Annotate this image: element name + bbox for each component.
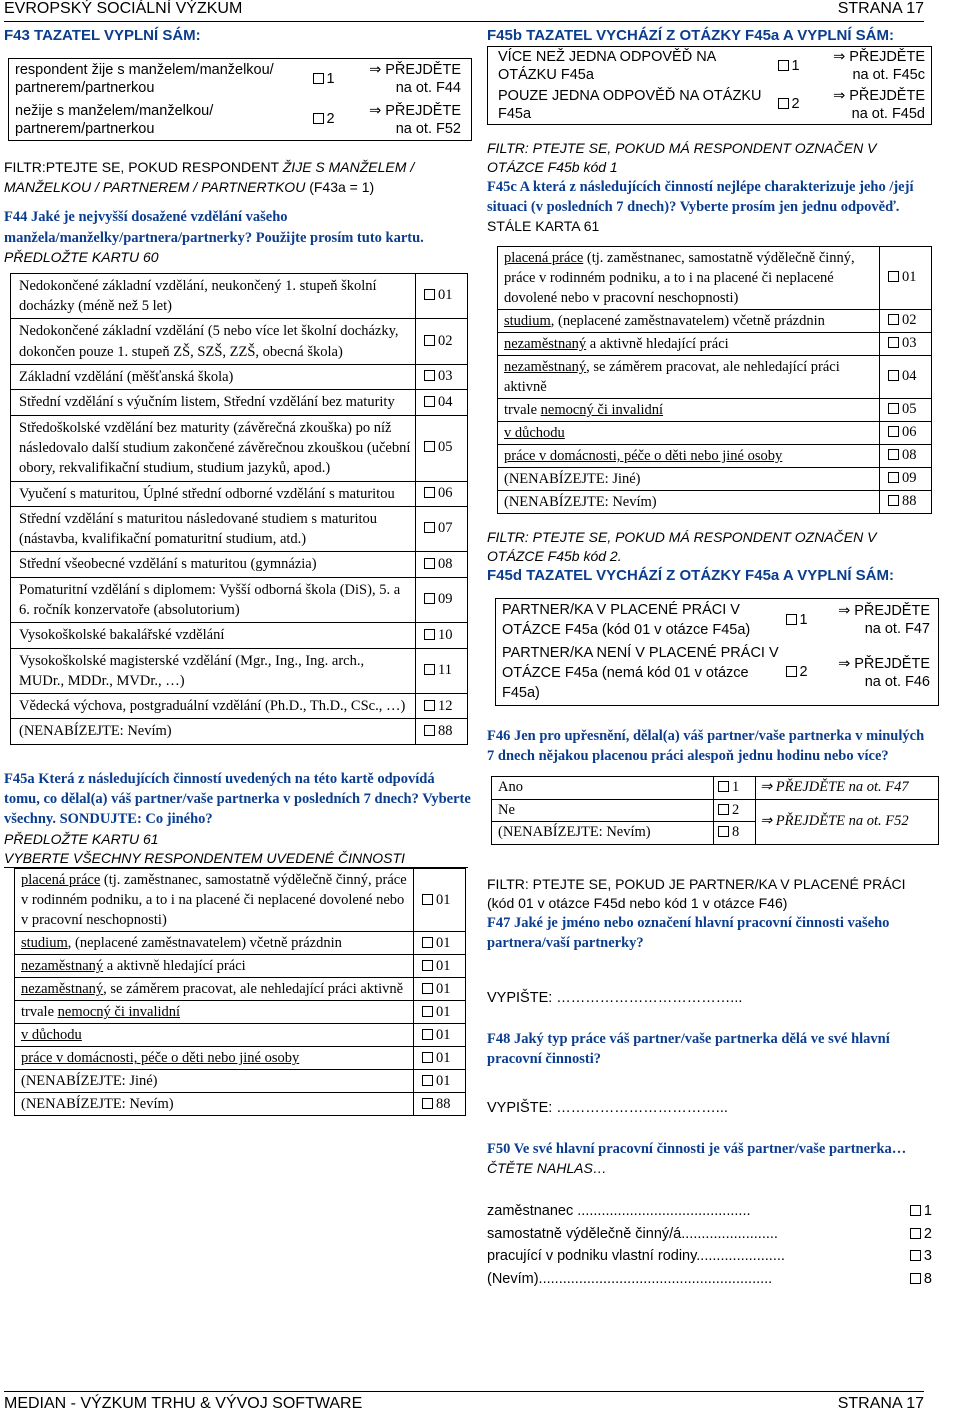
code-value: 8 bbox=[923, 1270, 932, 1287]
option-row bbox=[498, 356, 932, 399]
checkbox-icon bbox=[424, 629, 435, 640]
option-row bbox=[15, 1047, 466, 1070]
option-label bbox=[15, 978, 414, 1001]
f45b-row bbox=[488, 86, 932, 125]
option-row bbox=[11, 365, 468, 390]
code-value: 07 bbox=[438, 520, 453, 537]
checkbox-icon bbox=[424, 441, 435, 452]
option-code[interactable] bbox=[416, 390, 468, 415]
f44-card: PŘEDLOŽTE KARTU 60 bbox=[4, 248, 159, 265]
option-row bbox=[15, 1070, 466, 1093]
option-code[interactable] bbox=[416, 506, 468, 552]
f47-write-field[interactable]: VYPIŠTE: ………………………………... bbox=[487, 990, 743, 1007]
f45b-table bbox=[487, 46, 932, 125]
f45c-question: F45c A která z následujících činností nejlépe charakterizuje jeho /její situaci (v posledních 7 dnech)? Vyberte prosím jen jednu odpověď. bbox=[487, 178, 914, 215]
option-label: Vysokoškolské magisterské vzdělání (Mgr., Ing., Ing. arch., MUDr., MDDr., MVDr., …) bbox=[11, 648, 416, 694]
checkbox-icon bbox=[718, 781, 729, 792]
option-label bbox=[498, 247, 880, 310]
f45d-label: PARTNER/KA V PLACENÉ PRÁCI V OTÁZCE F45a (kód 01 v otázce F45a) bbox=[502, 602, 751, 639]
option-row bbox=[498, 422, 932, 445]
f50-option-code[interactable] bbox=[906, 1245, 932, 1267]
option-row bbox=[15, 1024, 466, 1047]
option-label bbox=[15, 955, 414, 978]
option-row bbox=[498, 310, 932, 333]
f45a-question: F45a Která z následujících činností uvedených na této kartě odpovídá tomu, co dělal(a) váš partner/vaše partnerka v posledních 7 dnech? Vyberte všechny. SONDUJTE: Co jiného? bbox=[4, 770, 471, 828]
option-code[interactable] bbox=[414, 1024, 466, 1047]
f43-title: F43 TAZATEL VYPLNÍ SÁM: bbox=[4, 27, 201, 44]
f48-write-field[interactable]: VYPIŠTE: ……………………………... bbox=[487, 1100, 728, 1117]
code-value: 01 bbox=[436, 934, 451, 951]
option-code[interactable] bbox=[414, 955, 466, 978]
option-row bbox=[498, 247, 932, 310]
code-value: 03 bbox=[438, 368, 453, 385]
f45b-row bbox=[488, 47, 932, 86]
f50-option[interactable] bbox=[487, 1245, 932, 1267]
option-keyword: placená práce bbox=[21, 872, 101, 889]
option-row bbox=[11, 552, 468, 577]
option-code[interactable] bbox=[880, 468, 932, 491]
option-text: , se záměrem pracovat, ale nehledající práci aktivně bbox=[504, 359, 840, 396]
option-row bbox=[11, 506, 468, 552]
f46-code[interactable]: 8 bbox=[714, 822, 756, 845]
footer-page-number: STRANA 17 bbox=[837, 1394, 924, 1412]
checkbox-icon bbox=[424, 664, 435, 675]
option-text: (NENABÍZEJTE: Jiné) bbox=[21, 1073, 158, 1090]
code-value: 08 bbox=[902, 447, 917, 464]
code-value: 05 bbox=[438, 439, 453, 456]
f50-option-code[interactable] bbox=[906, 1223, 932, 1245]
option-label bbox=[498, 310, 880, 333]
survey-title: EVROPSKÝ SOCIÁLNÍ VÝZKUM bbox=[4, 0, 243, 18]
option-keyword: nezaměstnaný bbox=[504, 359, 587, 376]
option-text: (tj. zaměstnanec, samostatně výdělečně činný, práce v rodinném podniku, a to i na placené či neplacené dovolené nebo v pracovní neschopnosti) bbox=[21, 872, 407, 929]
option-code[interactable] bbox=[880, 399, 932, 422]
option-keyword: nezaměstnaný bbox=[21, 958, 104, 975]
option-code[interactable] bbox=[416, 481, 468, 506]
checkbox-icon bbox=[888, 472, 899, 483]
option-label: Střední všeobecné vzdělání s maturitou (gymnázia) bbox=[11, 552, 416, 577]
checkbox-icon bbox=[424, 487, 435, 498]
option-label bbox=[15, 1070, 414, 1093]
f43-code[interactable]: 1 bbox=[301, 59, 353, 100]
option-text: , (neplacené zaměstnavatelem) včetně prázdnin bbox=[67, 935, 342, 952]
page-header bbox=[4, 0, 924, 22]
option-row bbox=[15, 955, 466, 978]
checkbox-icon bbox=[422, 937, 433, 948]
checkbox-icon bbox=[422, 1052, 433, 1063]
f45d-code[interactable]: 2 bbox=[786, 642, 836, 705]
option-row bbox=[15, 932, 466, 955]
option-code[interactable] bbox=[880, 445, 932, 468]
code-value: 04 bbox=[438, 393, 453, 410]
option-keyword: nezaměstnaný bbox=[504, 336, 587, 353]
f44-options bbox=[10, 273, 468, 745]
f45d-code[interactable]: 1 bbox=[786, 599, 836, 642]
option-keyword: nemocný či invalidní bbox=[540, 402, 664, 419]
option-keyword: nemocný či invalidní bbox=[57, 1004, 181, 1021]
f46-label: Ne bbox=[492, 799, 714, 822]
checkbox-icon bbox=[424, 725, 435, 736]
option-code[interactable] bbox=[880, 247, 932, 310]
f46-label: (NENABÍZEJTE: Nevím) bbox=[492, 822, 714, 845]
f46-table bbox=[491, 776, 939, 845]
checkbox-icon bbox=[888, 337, 899, 348]
f45d-goto: ⇒ PŘEJDĚTE na ot. F46 bbox=[838, 655, 930, 691]
option-label: Vědecká výchova, postgraduální vzdělání (Ph.D., Th.D., CSc., …) bbox=[11, 694, 416, 719]
f45d-row bbox=[496, 599, 939, 642]
code-value: 2 bbox=[923, 1225, 932, 1242]
option-row bbox=[498, 491, 932, 514]
option-text: a aktivně hledající práci bbox=[586, 336, 729, 353]
option-row bbox=[11, 319, 468, 365]
f43-goto: ⇒ PŘEJDĚTE na ot. F44 bbox=[369, 62, 461, 97]
code-value: 3 bbox=[923, 1248, 932, 1265]
checkbox-icon bbox=[424, 289, 435, 300]
checkbox-icon bbox=[422, 894, 433, 905]
f45b-code[interactable]: 1 bbox=[778, 47, 828, 86]
option-label bbox=[498, 399, 880, 422]
option-code[interactable] bbox=[414, 978, 466, 1001]
f45d-row bbox=[496, 642, 939, 705]
code-value: 04 bbox=[902, 368, 917, 385]
option-keyword: studium bbox=[21, 935, 68, 952]
option-row bbox=[15, 1001, 466, 1024]
code-value: 88 bbox=[902, 493, 917, 510]
f45b-goto: ⇒ PŘEJDĚTE na ot. F45c bbox=[833, 49, 925, 84]
f50-option-code[interactable] bbox=[906, 1200, 932, 1222]
option-label bbox=[15, 1047, 414, 1070]
code-value: 09 bbox=[438, 591, 453, 608]
option-label bbox=[498, 422, 880, 445]
checkbox-icon bbox=[888, 426, 899, 437]
f46-goto: ⇒ PŘEJDĚTE na ot. F47 bbox=[756, 777, 939, 800]
option-row bbox=[498, 399, 932, 422]
code-value: 01 bbox=[436, 1072, 451, 1089]
option-text: a aktivně hledající práci bbox=[103, 958, 246, 975]
checkbox-icon bbox=[786, 666, 797, 677]
option-keyword: studium bbox=[504, 313, 551, 330]
f45a-card: PŘEDLOŽTE KARTU 61 bbox=[4, 830, 159, 847]
f45d-table bbox=[495, 598, 939, 705]
f45b-title: F45b TAZATEL VYCHÁZÍ Z OTÁZKY F45a A VYPLNÍ SÁM: bbox=[487, 27, 894, 44]
f43-goto: ⇒ PŘEJDĚTE na ot. F52 bbox=[369, 102, 461, 137]
f50-option-code[interactable] bbox=[906, 1268, 932, 1290]
checkbox-icon bbox=[888, 403, 899, 414]
option-code[interactable] bbox=[416, 719, 468, 744]
code-value: 01 bbox=[436, 891, 451, 908]
option-prefix: trvale bbox=[504, 402, 541, 419]
code-value: 01 bbox=[436, 1003, 451, 1020]
option-text: (tj. zaměstnanec, samostatně výdělečně činný, práce v rodinném podniku, a to i na placené či neplacené dovolené nebo v pracovní neschopnosti) bbox=[504, 250, 855, 307]
option-code[interactable] bbox=[416, 552, 468, 577]
f47-question: F47 Jaké je jméno nebo označení hlavní pracovní činnosti vašeho partnera/vaší partnerky? bbox=[487, 914, 890, 951]
f50-option-label: (Nevím).......................................................... bbox=[487, 1270, 773, 1287]
code-value: 12 bbox=[438, 697, 453, 714]
checkbox-icon bbox=[422, 1006, 433, 1017]
f45c-options bbox=[497, 246, 932, 514]
code-value: 10 bbox=[438, 626, 453, 643]
option-code[interactable] bbox=[414, 869, 466, 932]
option-label: Střední vzdělání s výučním listem, Střední vzdělání bez maturity bbox=[11, 390, 416, 415]
f46-label: Ano bbox=[492, 777, 714, 800]
f45b-label: POUZE JEDNA ODPOVĚĎ NA OTÁZKU F45a bbox=[498, 87, 762, 122]
f46-goto: ⇒ PŘEJDĚTE na ot. F52 bbox=[756, 799, 939, 844]
option-code[interactable] bbox=[880, 333, 932, 356]
f44-question: F44 Jaké je nejvyšší dosažené vzdělání vašeho manžela/manželky/partnera/partnerky? Použijte prosím tuto kartu. bbox=[4, 209, 424, 246]
checkbox-icon bbox=[910, 1228, 921, 1239]
f50-option[interactable] bbox=[487, 1268, 932, 1290]
option-row bbox=[11, 623, 468, 648]
option-label: Střední vzdělání s maturitou následované studiem s maturitou (nástavba, kvalifikační pomaturitní studium, atd.) bbox=[11, 506, 416, 552]
right-column bbox=[487, 26, 935, 1290]
checkbox-icon bbox=[888, 449, 899, 460]
checkbox-icon bbox=[718, 804, 729, 815]
code-value: 1 bbox=[923, 1203, 932, 1220]
f46-code[interactable]: 1 bbox=[714, 777, 756, 800]
option-row bbox=[11, 481, 468, 506]
checkbox-icon bbox=[888, 370, 899, 381]
code-value: 09 bbox=[902, 470, 917, 487]
option-label bbox=[498, 491, 880, 514]
checkbox-icon bbox=[910, 1250, 921, 1261]
checkbox-icon bbox=[778, 98, 789, 109]
option-row bbox=[15, 978, 466, 1001]
checkbox-icon bbox=[422, 1029, 433, 1040]
option-label bbox=[498, 356, 880, 399]
f50-option[interactable] bbox=[487, 1200, 932, 1222]
option-label bbox=[15, 1093, 414, 1116]
option-code[interactable] bbox=[416, 648, 468, 694]
option-text: , (neplacené zaměstnavatelem) včetně prázdnin bbox=[550, 313, 825, 330]
option-keyword: v důchodu bbox=[504, 425, 565, 442]
f45b-label: VÍCE NEŽ JEDNA ODPOVĚĎ NA OTÁZKU F45a bbox=[498, 49, 716, 84]
option-label: Vyučení s maturitou, Úplné střední odborné vzdělání s maturitou bbox=[11, 481, 416, 506]
code-value: 01 bbox=[436, 980, 451, 997]
option-code[interactable] bbox=[416, 694, 468, 719]
f50-question: F50 Ve své hlavní pracovní činnosti je váš partner/vaše partnerka… bbox=[487, 1140, 907, 1157]
option-label: Vysokoškolské bakalářské vzdělání bbox=[11, 623, 416, 648]
option-keyword: v důchodu bbox=[21, 1027, 82, 1044]
checkbox-icon bbox=[422, 983, 433, 994]
code-value: 01 bbox=[902, 269, 917, 286]
option-code[interactable] bbox=[880, 310, 932, 333]
option-code[interactable] bbox=[414, 1047, 466, 1070]
f43-code[interactable]: 2 bbox=[301, 100, 353, 141]
option-label bbox=[498, 333, 880, 356]
option-code[interactable] bbox=[880, 491, 932, 514]
checkbox-icon bbox=[424, 335, 435, 346]
option-prefix: trvale bbox=[21, 1004, 58, 1021]
option-label: Pomaturitní vzdělání s diplomem: Vyšší odborná škola (DiS), 5. a 6. ročník konzervatoře (absolutorium) bbox=[11, 577, 416, 623]
option-code[interactable] bbox=[416, 273, 468, 319]
checkbox-icon bbox=[422, 1098, 433, 1109]
option-code[interactable] bbox=[416, 623, 468, 648]
f50-option[interactable] bbox=[487, 1223, 932, 1245]
f43-label: respondent žije s manželem/manželkou/ partnerem/partnerkou bbox=[15, 62, 274, 97]
option-row bbox=[498, 445, 932, 468]
checkbox-icon bbox=[313, 73, 324, 84]
code-value: 08 bbox=[438, 555, 453, 572]
option-row bbox=[11, 415, 468, 481]
option-row bbox=[15, 1093, 466, 1116]
option-label bbox=[15, 1001, 414, 1024]
f43-row bbox=[9, 59, 472, 100]
checkbox-icon bbox=[422, 1075, 433, 1086]
code-value: 03 bbox=[902, 335, 917, 352]
code-value: 01 bbox=[436, 1026, 451, 1043]
checkbox-icon bbox=[424, 593, 435, 604]
option-label: (NENABÍZEJTE: Nevím) bbox=[11, 719, 416, 744]
f45d-goto: ⇒ PŘEJDĚTE na ot. F47 bbox=[838, 603, 930, 638]
option-row bbox=[11, 273, 468, 319]
option-label bbox=[15, 1024, 414, 1047]
option-code[interactable] bbox=[416, 319, 468, 365]
f50-option-label: pracující v podniku vlastní rodiny...................... bbox=[487, 1248, 785, 1265]
code-value: 01 bbox=[436, 957, 451, 974]
code-value: 11 bbox=[438, 662, 452, 679]
option-text: (NENABÍZEJTE: Nevím) bbox=[504, 494, 657, 511]
checkbox-icon bbox=[786, 614, 797, 625]
f46-code[interactable]: 2 bbox=[714, 799, 756, 822]
f45d-title: F45d TAZATEL VYCHÁZÍ Z OTÁZKY F45a A VYPLNÍ SÁM: bbox=[487, 566, 894, 584]
f47-filter: FILTR: PTEJTE SE, POKUD JE PARTNER/KA V PLACENÉ PRÁCI (kód 01 v otázce F45d nebo kód 1 v otázce F46) bbox=[487, 875, 906, 911]
f50-option-label: samostatně výdělečně činný/á........................ bbox=[487, 1225, 778, 1242]
option-keyword: práce v domácnosti, péče o děti nebo jiné osoby bbox=[504, 448, 783, 465]
left-column bbox=[4, 26, 472, 1116]
checkbox-icon bbox=[313, 113, 324, 124]
option-row bbox=[498, 333, 932, 356]
f46-row bbox=[492, 777, 939, 800]
f45c-card: STÁLE KARTA 61 bbox=[487, 218, 600, 235]
option-label bbox=[15, 869, 414, 932]
option-row bbox=[11, 577, 468, 623]
checkbox-icon bbox=[910, 1273, 921, 1284]
checkbox-icon bbox=[888, 271, 899, 282]
option-code[interactable] bbox=[416, 415, 468, 481]
code-value: 01 bbox=[438, 287, 453, 304]
checkbox-icon bbox=[424, 558, 435, 569]
code-value: 01 bbox=[436, 1049, 451, 1066]
f45c-filter: FILTR: PTEJTE SE, POKUD MÁ RESPONDENT OZNAČEN V OTÁZCE F45b kód 1 bbox=[487, 139, 877, 175]
f46-question: F46 Jen pro upřesnění, dělal(a) váš partner/vaše partnerka v minulých 7 dnech nějakou placenou práci alespoň jednu hodinu nebo více? bbox=[487, 727, 925, 764]
option-row bbox=[11, 390, 468, 415]
checkbox-icon bbox=[888, 314, 899, 325]
option-label: Základní vzdělání (měšťanská škola) bbox=[11, 365, 416, 390]
code-value: 88 bbox=[436, 1095, 451, 1112]
page-footer bbox=[4, 1391, 924, 1415]
checkbox-icon bbox=[718, 826, 729, 837]
f43-table bbox=[8, 58, 472, 141]
checkbox-icon bbox=[422, 960, 433, 971]
code-value: 88 bbox=[438, 722, 453, 739]
checkbox-icon bbox=[424, 522, 435, 533]
code-value: 06 bbox=[902, 424, 917, 441]
option-keyword: nezaměstnaný bbox=[21, 981, 104, 998]
f50-options bbox=[487, 1200, 932, 1290]
code-value: 02 bbox=[438, 332, 453, 349]
option-label bbox=[15, 932, 414, 955]
f48-question: F48 Jaký typ práce váš partner/vaše partnerka dělá ve své hlavní pracovní činnosti? bbox=[487, 1030, 890, 1068]
option-code[interactable] bbox=[414, 932, 466, 955]
f45a-options bbox=[14, 868, 466, 1116]
f44-filter: FILTR:PTEJTE SE, POKUD RESPONDENT ŽIJE S MANŽELEM / MANŽELKOU / PARTNEREM / PARTNERTKOU (F43a = 1) bbox=[4, 158, 415, 196]
f43-row bbox=[9, 100, 472, 141]
f45d-filter: FILTR: PTEJTE SE, POKUD MÁ RESPONDENT OZNAČEN V OTÁZCE F45b kód 2. bbox=[487, 529, 877, 564]
option-row bbox=[11, 719, 468, 744]
code-value: 05 bbox=[902, 401, 917, 418]
f50-option-label: zaměstnanec ........................................... bbox=[487, 1203, 751, 1220]
f43-label: nežije s manželem/manželkou/ partnerem/partnerkou bbox=[15, 102, 214, 137]
checkbox-icon bbox=[888, 495, 899, 506]
checkbox-icon bbox=[910, 1205, 921, 1216]
f45a-instruction: VYBERTE VŠECHNY RESPONDENTEM UVEDENÉ ČINNOSTI bbox=[4, 849, 468, 869]
option-keyword: práce v domácnosti, péče o děti nebo jiné osoby bbox=[21, 1050, 300, 1067]
option-label: Středoškolské vzdělání bez maturity (závěrečná zkouška) po níž následovalo další studium zakončené závěrečnou zkouškou (učební obory, rekvalifikační studium, studium jazyků, apod.) bbox=[11, 415, 416, 481]
checkbox-icon bbox=[424, 370, 435, 381]
option-label bbox=[498, 468, 880, 491]
option-code[interactable] bbox=[416, 365, 468, 390]
option-text: (NENABÍZEJTE: Jiné) bbox=[504, 471, 641, 488]
f45d-label: PARTNER/KA NENÍ V PLACENÉ PRÁCI V OTÁZCE F45a (nemá kód 01 v otázce F45a) bbox=[502, 644, 779, 702]
option-label: Nedokončené základní vzdělání (5 nebo více let školní docházky, dokončen pouze 1. stupeň ZŠ, SZŠ, ZZŠ, obecná škola) bbox=[11, 319, 416, 365]
code-value: 02 bbox=[902, 312, 917, 329]
option-code[interactable] bbox=[414, 1001, 466, 1024]
f46-row bbox=[492, 799, 939, 822]
option-text: (NENABÍZEJTE: Nevím) bbox=[21, 1096, 174, 1113]
option-row bbox=[11, 694, 468, 719]
option-keyword: placená práce bbox=[504, 250, 584, 267]
option-row bbox=[15, 869, 466, 932]
code-value: 06 bbox=[438, 484, 453, 501]
option-code[interactable] bbox=[880, 356, 932, 399]
f45b-goto: ⇒ PŘEJDĚTE na ot. F45d bbox=[833, 87, 925, 122]
checkbox-icon bbox=[424, 700, 435, 711]
option-code[interactable] bbox=[880, 422, 932, 445]
checkbox-icon bbox=[778, 60, 789, 71]
option-label bbox=[498, 445, 880, 468]
option-code[interactable] bbox=[414, 1070, 466, 1093]
checkbox-icon bbox=[424, 396, 435, 407]
f50-read-instruction: ČTĚTE NAHLAS… bbox=[487, 1160, 607, 1177]
option-code[interactable] bbox=[414, 1093, 466, 1116]
f45b-code[interactable]: 2 bbox=[778, 86, 828, 125]
option-row bbox=[11, 648, 468, 694]
footer-company: MEDIAN - VÝZKUM TRHU & VÝVOJ SOFTWARE bbox=[4, 1394, 363, 1412]
option-text: , se záměrem pracovat, ale nehledající práci aktivně bbox=[103, 981, 404, 998]
option-code[interactable] bbox=[416, 577, 468, 623]
page-number: STRANA 17 bbox=[837, 0, 924, 18]
option-row bbox=[498, 468, 932, 491]
option-label: Nedokončené základní vzdělání, neukončený 1. stupeň školní docházky (méně než 5 let) bbox=[11, 273, 416, 319]
